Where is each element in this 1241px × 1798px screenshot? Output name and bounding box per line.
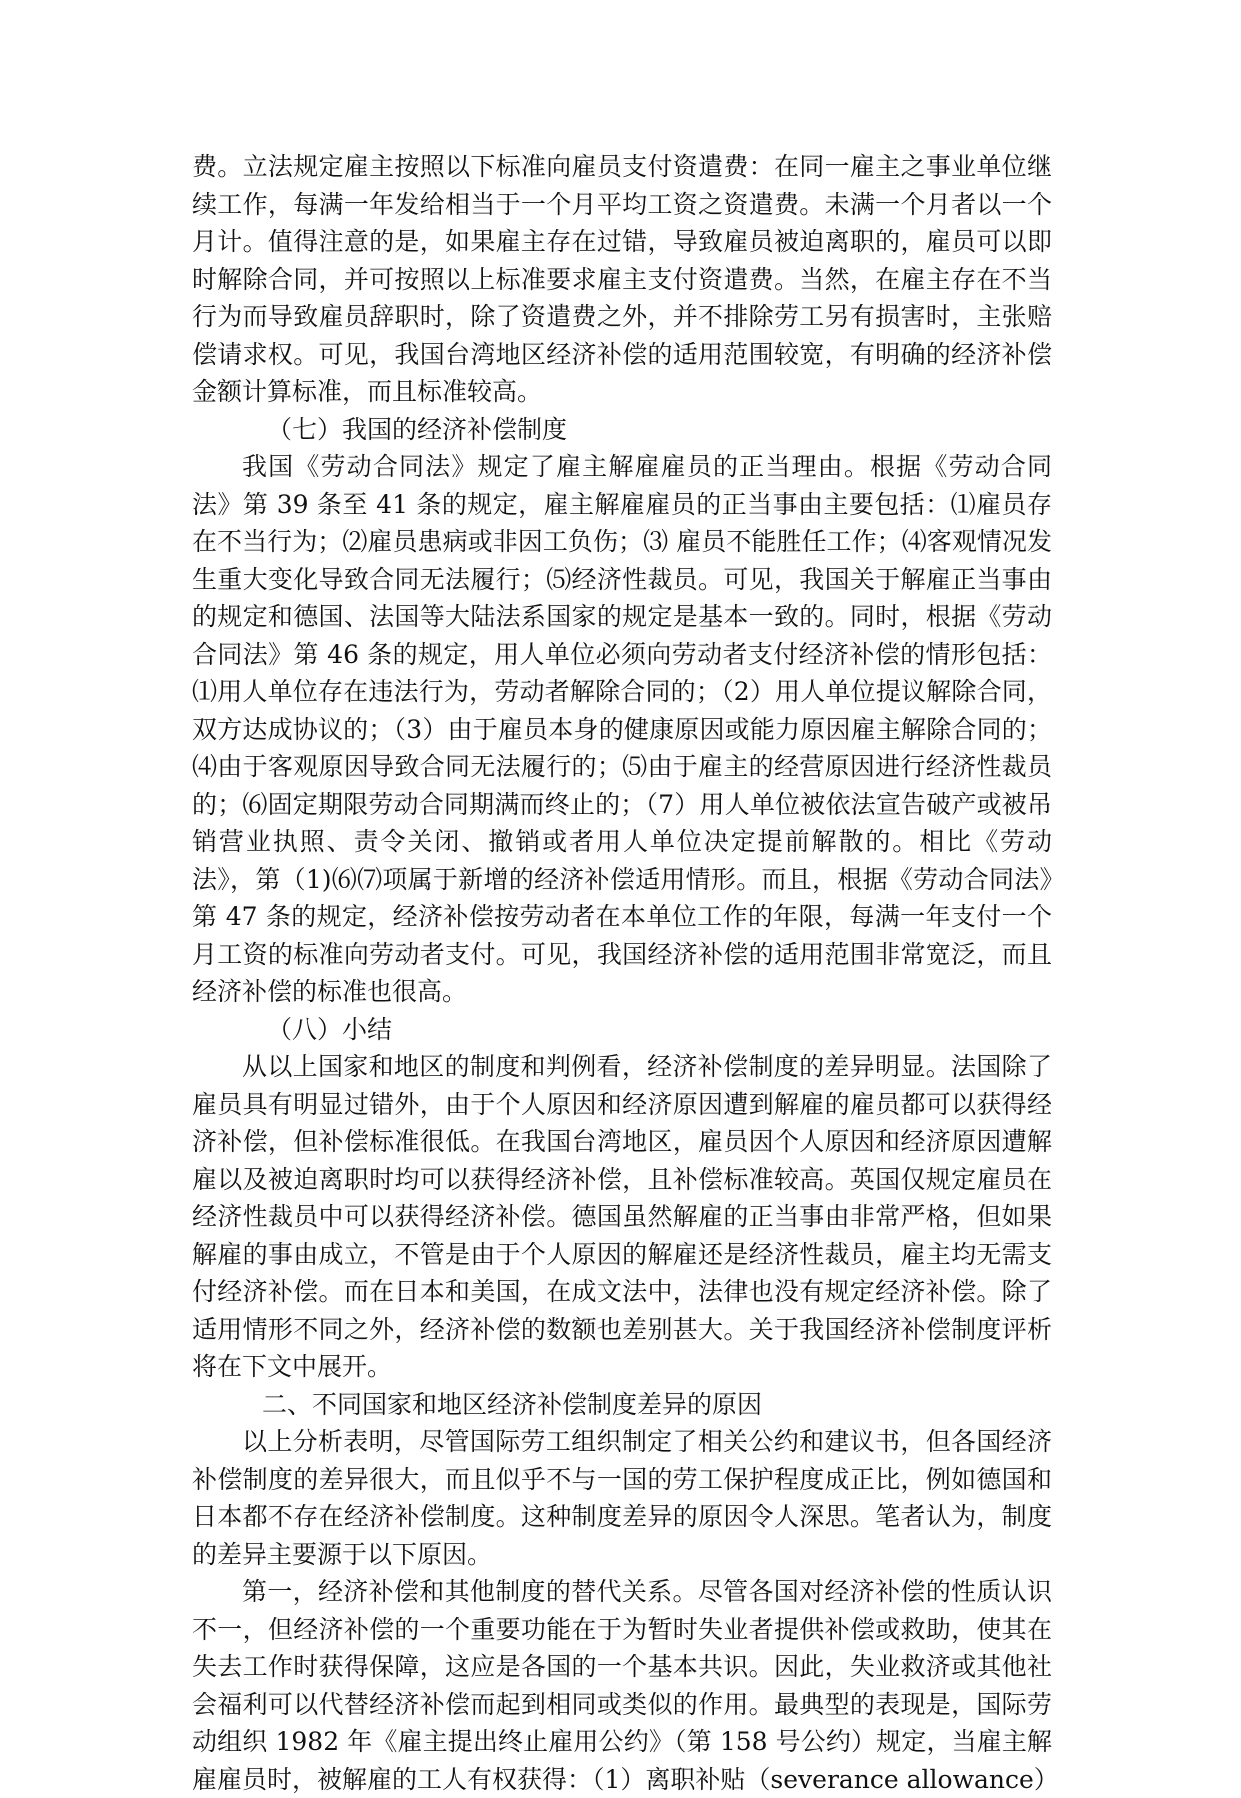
paragraph-china-compensation: 我国《劳动合同法》规定了雇主解雇雇员的正当理由。根据《劳动合同法》第 39 条至 41 条的规定，雇主解雇雇员的正当事由主要包括：⑴雇员存在不当行为；⑵雇员患病或非因工负伤；⑶ 雇员不能胜任工作；⑷客观情况发生重大变化导致合同无法履行；⑸经济性裁员。可见，我国关于解雇正当事由的规定和德国、法国等大陆法系国家的规定是基本一致的。同时，根据《劳动合同法》第 46 条的规定，用人单位必须向劳动者支付经济补偿的情形包括：⑴用人单位存在违法行为，劳动者解除合同的；（2）用人单位提议解除合同，双方达成协议的；（3）由于雇员本身的健康原因或能力原因雇主解除合同的；⑷由于客观原因导致合同无法履行的；⑸由于雇主的经营原因进行经济性裁员的；⑹固定期限劳动合同期满而终止的；（7）用人单位被依法宣告破产或被吊销营业执照、责令关闭、撤销或者用人单位决定提前解散的。相比《劳动法》，第（1)⑹⑺项属于新增的经济补偿适用情形。而且，根据《劳动合同法》第 47 条的规定，经济补偿按劳动者在本单位工作的年限，每满一年支付一个月工资的标准向劳动者支付。可见，我国经济补偿的适用范围非常宽泛，而且经济补偿的标准也很高。 [192,452,1052,1006]
paragraph-severance-taiwan: 费。立法规定雇主按照以下标准向雇员支付资遣费：在同一雇主之事业单位继续工作，每满一年发给相当于一个月平均工资之资遣费。未满一个月者以一个月计。值得注意的是，如果雇主存在过错，导致雇员被迫离职的，雇员可以即时解除合同，并可按照以上标准要求雇主支付资遣费。当然，在雇主存在不当行为而导致雇员辞职时，除了资遣费之外，并不排除劳工另有损害时，主张赔偿请求权。可见，我国台湾地区经济补偿的适用范围较宽，有明确的经济补偿金额计算标准，而且标准较高。 [192,152,1052,406]
paragraph-first-reason: 第一，经济补偿和其他制度的替代关系。尽管各国对经济补偿的性质认识不一，但经济补偿的一个重要功能在于为暂时失业者提供补偿或救助，使其在失去工作时获得保障，这应是各国的一个基本共识。因此，失业救济或其他社会福利可以代替经济补偿而起到相同或类似的作用。最典型的表现是，国际劳动组织 1982 年《雇主提出终止雇用公约》（第 158 号公约）规定，当雇主解雇雇员时，被解雇的工人有权获得：（1）离职补贴（severance allowance） [192,1577,1059,1794]
document-page [192,148,1059,1798]
paragraph-analysis: 以上分析表明，尽管国际劳工组织制定了相关公约和建议书，但各国经济补偿制度的差异很大，而且似乎不与一国的劳工保护程度成正比，例如德国和日本都不存在经济补偿制度。这种制度差异的原因令人深思。笔者认为，制度的差异主要源于以下原因。 [192,1427,1052,1569]
section-heading-7: （七）我国的经济补偿制度 [267,414,568,444]
chapter-heading-2: 二、不同国家和地区经济补偿制度差异的原因 [262,1389,763,1419]
paragraph-summary: 从以上国家和地区的制度和判例看，经济补偿制度的差异明显。法国除了雇员具有明显过错外，由于个人原因和经济原因遭到解雇的雇员都可以获得经济补偿，但补偿标准很低。在我国台湾地区，雇员因个人原因和经济原因遭解雇以及被迫离职时均可以获得经济补偿，且补偿标准较高。英国仅规定雇员在经济性裁员中可以获得经济补偿。德国虽然解雇的正当事由非常严格，但如果解雇的事由成立，不管是由于个人原因的解雇还是经济性裁员，雇主均无需支付经济补偿。而在日本和美国，在成文法中，法律也没有规定经济补偿。除了适用情形不同之外，经济补偿的数额也差别甚大。关于我国经济补偿制度评析将在下文中展开。 [192,1052,1052,1381]
section-heading-8: （八）小结 [267,1014,393,1044]
